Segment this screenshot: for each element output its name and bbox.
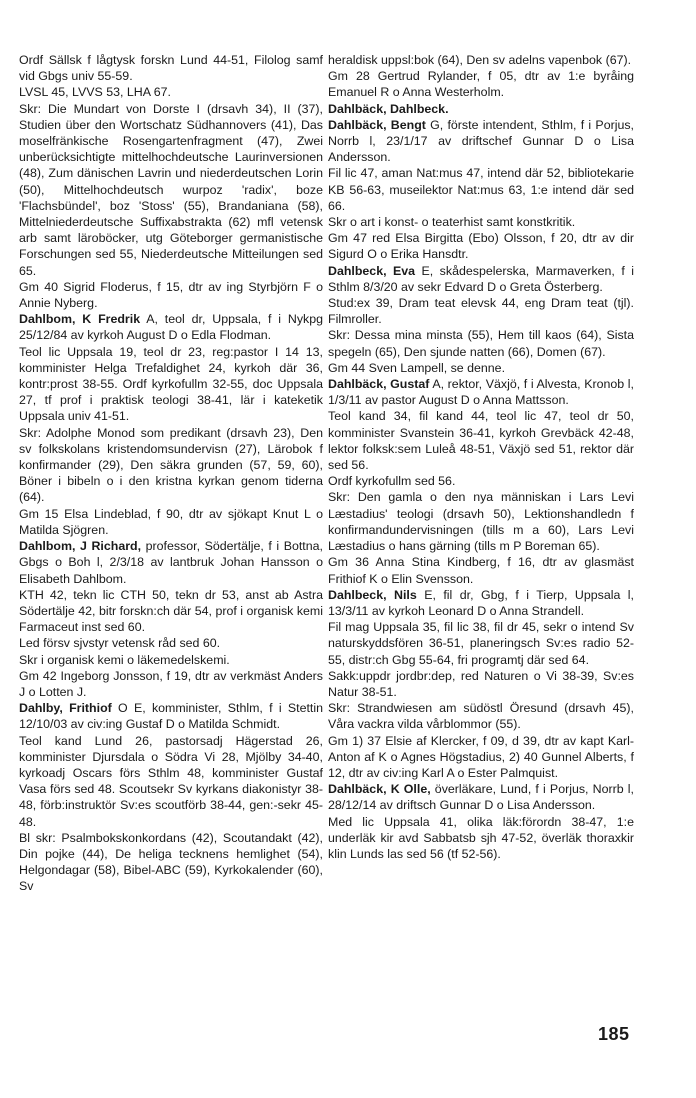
text-paragraph: [19, 652, 323, 668]
entry-text: Teol lic Uppsala 19, teol dr 23, reg:pastor I 14 13, komminister Helga Trefaldighet 24, kyrkoh där 36, kontr:prost 38-55. Ordf kyrkofullm 32-55, doc Uppsala 27, tf prof i praktisk teologi 38-41, lär i kateketik Uppsala univ 41-51.: [19, 344, 323, 424]
entry-name: Dahlbom, K Fredrik: [19, 312, 141, 327]
text-paragraph: [19, 84, 323, 100]
text-paragraph: [328, 295, 634, 327]
entry-name: Dahlbom, J Richard,: [19, 539, 142, 554]
text-paragraph: [19, 279, 323, 311]
entry-paragraph: [328, 587, 634, 619]
entry-name: Dahlbäck, K Olle,: [328, 782, 431, 797]
entry-text: Led försv sjvstyr vetensk råd sed 60.: [19, 636, 221, 651]
entry-text: Skr: Den gamla o den nya människan i Lars Levi Læstadius' teologi (drsavh 50), Lektionshandledn f konfirmandundervisningen (tills m a 60), Lars Levi Læstadius o hans gärning (tills m P Boreman 65).: [328, 490, 634, 554]
entry-paragraph: [19, 538, 323, 587]
entry-text: Gm 47 red Elsa Birgitta (Ebo) Olsson, f 20, dtr av dir Sigurd O o Erika Hansdtr.: [328, 231, 634, 262]
entry-name: Dahlby, Frithiof: [19, 701, 112, 716]
text-paragraph: [19, 668, 323, 700]
text-paragraph: [19, 52, 323, 84]
right-column: [328, 52, 634, 862]
entry-name: Dahlbeck, Nils: [328, 587, 417, 602]
entry-text: Ordf Sällsk f lågtysk forskn Lund 44-51, Filolog samf vid Gbgs univ 55-59.: [19, 53, 323, 84]
text-paragraph: [328, 554, 634, 586]
entry-text: Stud:ex 39, Dram teat elevsk 44, eng Dram teat (tjl). Filmroller.: [328, 296, 634, 327]
text-paragraph: [19, 587, 323, 636]
text-paragraph: [19, 830, 323, 895]
entry-name: Dahlbäck, Gustaf: [328, 377, 430, 392]
entry-text: Ordf kyrkofullm sed 56.: [328, 474, 456, 489]
entry-text: Gm 40 Sigrid Floderus, f 15, dtr av ing Styrbjörn F o Annie Nyberg.: [19, 279, 323, 311]
entry-name: Dahlbeck, Eva: [328, 263, 416, 278]
entry-text: Teol kand Lund 26, pastorsadj Hägerstad 26, komminister Djursdala o Södra Vi 28, Mjölby 34-40, kyrkoadj Oscars förs Sthlm 48, komminister Gustaf Vasa förs sed 48. Scoutsekr Sv kyrkans diakonistyr 38-48, förb:instruktör Sv:es scoutförb 38-44, gen:-sekr 45-48.: [19, 733, 323, 829]
text-paragraph: [328, 408, 634, 473]
text-paragraph: [328, 327, 634, 359]
entry-paragraph: [328, 117, 634, 166]
entry-text: Skr o art i konst- o teaterhist samt konstkritik.: [328, 215, 576, 230]
entry-text: LVSL 45, LVVS 53, LHA 67.: [19, 85, 172, 100]
text-paragraph: [328, 68, 634, 100]
text-paragraph: [19, 425, 323, 506]
entry-text: Bl skr: Psalmbokskonkordans (42), Scoutandakt (42), Din pojke (44), De heliga tecknens hemlighet (54), Helgondagar (58), Bibel-ABC (59), Kyrkokalender (60), Sv: [19, 830, 323, 894]
entry-text: A, teol dr, Uppsala, f i Nykpg 25/12/84 av kyrkoh August D o Edla Flodman.: [19, 312, 323, 343]
text-paragraph: [328, 489, 634, 554]
page-number: 185: [598, 1024, 630, 1044]
entry-text: Med lic Uppsala 41, olika läk:förordn 38-47, 1:e underläk kir avd Sabbatsb sjh 47-52, överläk thoraxkir klin Lunds las sed 56 (tf 52-56).: [328, 814, 634, 861]
left-column: [19, 52, 323, 895]
entry-text: Gm 42 Ingeborg Jonsson, f 19, dtr av verkmäst Anders J o Lotten J.: [19, 668, 323, 699]
entry-text: Fil lic 47, aman Nat:mus 47, intend där 52, bibliotekarie KB 56-63, museilektor Nat:mus 63, 1:e intend där sed 66.: [328, 166, 634, 213]
entry-paragraph: [328, 101, 634, 117]
entry-text: professor, Södertälje, f i Bottna, Gbgs o Boh l, 2/3/18 av lantbruk Johan Hansson o Elisabeth Dahlbom.: [19, 539, 323, 586]
entry-name: Dahlbäck, Bengt: [328, 117, 426, 132]
entry-text: Skr: Adolphe Monod som predikant (drsavh 23), Den sv folkskolans kristendomsundervisn (27), Lärobok f konfirmander (29), Den säkra grunden (57, 59, 60), Böner i bibeln o i den kristna kyrkan genom tiderna (64).: [19, 425, 323, 505]
text-paragraph: [328, 360, 634, 376]
entry-text: Gm 15 Elsa Lindeblad, f 90, dtr av sjökapt Knut L o Matilda Sjögren.: [19, 506, 323, 537]
entry-text: heraldisk uppsl:bok (64), Den sv adelns vapenbok (67).: [328, 53, 632, 67]
text-paragraph: [19, 635, 323, 651]
entry-text: O E, komminister, Sthlm, f i Stettin 12/10/03 av civ:ing Gustaf D o Matilda Schmidt.: [19, 701, 323, 732]
text-paragraph: [19, 344, 323, 425]
text-paragraph: [328, 230, 634, 262]
text-paragraph: [328, 165, 634, 214]
entry-text: E, fil dr, Gbg, f i Tierp, Uppsala l, 13/3/11 av kyrkoh Leonard D o Anna Strandell.: [328, 587, 635, 618]
entry-text: G, förste intendent, Sthlm, f i Porjus, Norrb l, 23/1/17 av driftschef Gunnar D o Lisa Andersson.: [328, 117, 634, 165]
entry-name: Dahlbäck, Dahlbeck.: [328, 101, 449, 116]
entry-text: KTH 42, tekn lic CTH 50, tekn dr 53, anst ab Astra Södertälje 42, bitr forskn:ch där 54, prof i organisk kemi Farmaceut inst sed 60.: [19, 587, 323, 635]
text-paragraph: [328, 733, 634, 782]
entry-text: överläkare, Lund, f i Porjus, Norrb l, 28/12/14 av driftsch Gunnar D o Lisa Andersson.: [328, 782, 634, 813]
entry-text: Skr: Strandwiesen am südöstl Öresund (drsavh 45), Våra vackra vilda vårblommor (55).: [328, 701, 634, 732]
entry-paragraph: [19, 311, 323, 343]
entry-paragraph: [19, 700, 323, 732]
text-paragraph: [328, 52, 634, 68]
text-paragraph: [328, 473, 634, 489]
entry-text: Gm 44 Sven Lampell, se denne.: [328, 360, 506, 375]
entry-text: Gm 1) 37 Elsie af Klercker, f 09, d 39, dtr av kapt Karl-Anton af K o Agnes Högstadius, 2) 40 Gunnel Alberts, f 12, dtr av civ:ing Karl A o Ester Palmquist.: [328, 733, 634, 780]
entry-paragraph: [328, 781, 634, 813]
text-paragraph: [328, 814, 634, 863]
entry-text: Gm 36 Anna Stina Kindberg, f 16, dtr av glasmäst Frithiof K o Elin Svensson.: [328, 555, 634, 586]
entry-paragraph: [328, 263, 634, 295]
entry-text: Fil mag Uppsala 35, fil lic 38, fil dr 45, sekr o intend Sv naturskyddsfören 36-51, planeringsch Sv:es radio 52-55, distr:ch Gbg 55-64, fri programtj där sed 64.: [328, 620, 634, 667]
text-paragraph: [19, 101, 323, 279]
text-paragraph: [19, 733, 323, 830]
text-paragraph: [328, 619, 634, 668]
text-paragraph: [19, 506, 323, 538]
text-paragraph: [328, 700, 634, 732]
entry-text: Gm 28 Gertrud Rylander, f 05, dtr av 1:e byråing Emanuel R o Anna Westerholm.: [328, 69, 634, 100]
entry-text: Skr i organisk kemi o läkemedelskemi.: [19, 652, 230, 667]
entry-text: Skr: Dessa mina minsta (55), Hem till kaos (64), Sista spegeln (65), Den sjunde natten (66), Domen (67).: [328, 328, 634, 359]
entry-text: Teol kand 34, fil kand 44, teol lic 47, teol dr 50, komminister Svanstein 36-41, kyrkoh Grevbäck 42-48, lektor folksk:sem Luleå 48-51, Växjö sed 51, rektor där sed 56.: [328, 409, 634, 473]
entry-text: E, skådespelerska, Marmaverken, f i Sthlm 8/3/20 av sekr Edvard D o Greta Österberg.: [328, 263, 634, 294]
text-paragraph: [328, 668, 634, 700]
entry-text: Sakk:uppdr jordbr:dep, red Naturen o Vi 38-39, Sv:es Natur 38-51.: [328, 668, 634, 699]
entry-text: A, rektor, Växjö, f i Alvesta, Kronob l, 1/3/11 av pastor August D o Anna Mattsson.: [328, 377, 635, 408]
text-paragraph: [328, 214, 634, 230]
entry-text: Skr: Die Mundart von Dorste I (drsavh 34), II (37), Studien über den Wortschatz Südhannovers (41), Das moselfränkische Rosengartenfragment (47), Zwei unberücksichtigte mittelhochdeutsche Laurinversionen (48), Zum dänischen Lavrin und niederdeutschen Lorin (50), Mittelhochdeutsch wurpoz 'radix', boze 'Flachsbündel', boz 'Stoss' (55), Brandaniana (58), Mittelniederdeutsche Suffixabstrakta (62) mfl vetensk arb samt läroböcker, utg Göteborger germanistische Forschungen sed 55, Niederdeutsche Mitteilungen sed 65.: [19, 101, 323, 278]
entry-paragraph: [328, 376, 634, 408]
